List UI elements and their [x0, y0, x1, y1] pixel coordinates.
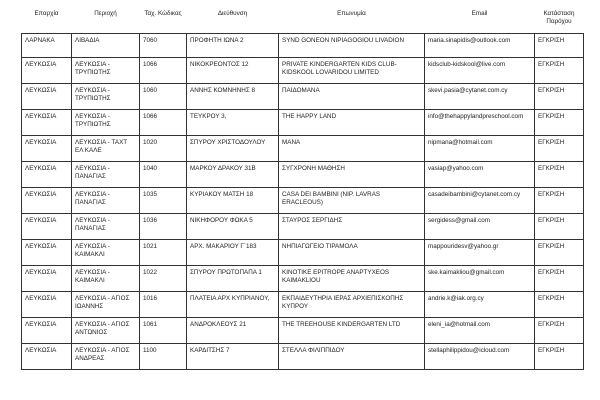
postal-code-cell: 1020 — [140, 136, 187, 162]
name-cell: SYND GONEON NIPIAGOGIOU LIVADION — [279, 34, 425, 58]
email-cell: sergidess@gmail.com — [425, 214, 535, 240]
postal-code-cell: 1066 — [140, 110, 187, 136]
name-cell: ΣΥΓΧΡΟΝΗ ΜΑΘΗΣΗ — [279, 162, 425, 188]
address-cell: ΝΙΚΟΚΡΕΟΝΤΟΣ 12 — [187, 58, 279, 84]
email-cell: andrie.k@iak.org.cy — [425, 292, 535, 318]
address-cell: ΝΙΚΗΦΟΡΟΥ ΦΩΚΑ 5 — [187, 214, 279, 240]
status-cell: ΕΓΚΡΙΣΗ — [535, 240, 584, 266]
province-cell: ΛΕΥΚΩΣΙΑ — [22, 84, 72, 110]
area-cell: ΛΕΥΚΩΣΙΑ - ΑΓΙΟΣ ΑΝΤΩΝΙΟΣ — [72, 318, 140, 344]
postal-code-cell: 1016 — [140, 292, 187, 318]
province-cell: ΛΕΥΚΩΣΙΑ — [22, 344, 72, 370]
address-cell: ΑΝΔΡΟΚΛΕΟΥΣ 21 — [187, 318, 279, 344]
postal-code-cell: 1040 — [140, 162, 187, 188]
name-cell: ΝΗΠΙΑΓΩΓΕΙΟ ΤΙΡΑΜΟΛΑ — [279, 240, 425, 266]
table-row — [22, 318, 584, 344]
name-cell: ΕΚΠΑΙΔΕΥΤΗΡΙΑ ΙΕΡΑΣ ΑΡΧΙΕΠΙΣΚΟΠΗΣ ΚΥΠΡΟΥ — [279, 292, 425, 318]
table-row — [22, 162, 584, 188]
area-cell: ΛΕΥΚΩΣΙΑ - ΚΑΙΜΑΚΛΙ — [72, 240, 140, 266]
email-cell: skevi.pasia@cytanet.com.cy — [425, 84, 535, 110]
address-cell: ΜΑΡΚΟΥ ΔΡΑΚΟΥ 31Β — [187, 162, 279, 188]
email-cell: nipmana@hotmail.com — [425, 136, 535, 162]
table-row — [22, 84, 584, 110]
province-cell: ΛΕΥΚΩΣΙΑ — [22, 318, 72, 344]
status-cell: ΕΓΚΡΙΣΗ — [535, 110, 584, 136]
status-cell: ΕΓΚΡΙΣΗ — [535, 292, 584, 318]
postal-code-cell: 1021 — [140, 240, 187, 266]
name-cell: ΠΑΙΔΟΜΑΝΑ — [279, 84, 425, 110]
name-cell: KINOTIKE EPITROPE ANAPTYXEOS KAIMAKLIOU — [279, 266, 425, 292]
providers-table — [21, 8, 584, 370]
table-row — [22, 344, 584, 370]
area-cell: ΛΕΥΚΩΣΙΑ - ΠΑΝΑΓΙΑΣ — [72, 188, 140, 214]
table-row — [22, 266, 584, 292]
header-row — [22, 8, 584, 34]
address-cell: ΤΕΥΚΡΟΥ 3, — [187, 110, 279, 136]
province-cell: ΛΕΥΚΩΣΙΑ — [22, 292, 72, 318]
province-cell: ΛΕΥΚΩΣΙΑ — [22, 266, 72, 292]
header-postal-code: Ταχ. Κώδικας — [144, 10, 182, 17]
area-cell: ΛΙΒΑΔΙΑ — [72, 34, 140, 58]
address-cell: ΣΠΥΡΟΥ ΧΡΙΣΤΟΔΟΥΛΟΥ — [187, 136, 279, 162]
province-cell: ΛΕΥΚΩΣΙΑ — [22, 188, 72, 214]
address-cell: ΠΡΟΦΗΤΗ ΙΩΝΑ 2 — [187, 34, 279, 58]
address-cell: ΚΑΡΔΙΤΣΗΣ 7 — [187, 344, 279, 370]
province-cell: ΛΕΥΚΩΣΙΑ — [22, 110, 72, 136]
table-row — [22, 188, 584, 214]
email-cell: casadeibambini@cytanet.com.cy — [425, 188, 535, 214]
status-cell: ΕΓΚΡΙΣΗ — [535, 214, 584, 240]
status-cell: ΕΓΚΡΙΣΗ — [535, 188, 584, 214]
postal-code-cell: 1066 — [140, 58, 187, 84]
email-cell: kidsclub-kidskool@live.com — [425, 58, 535, 84]
area-cell: ΛΕΥΚΩΣΙΑ - ΑΓΙΟΣ ΙΩΑΝΝΗΣ — [72, 292, 140, 318]
postal-code-cell: 1060 — [140, 84, 187, 110]
address-cell: ΣΠΥΡΟΥ ΠΡΩΤΟΠΑΠΑ 1 — [187, 266, 279, 292]
postal-code-cell: 1061 — [140, 318, 187, 344]
email-cell: maria.sinapidis@outlook.com — [425, 34, 535, 58]
name-cell: PRIVATE KINDERGARTEN KIDS CLUB-KIDSKOOL LOVARIDOU LIMITED — [279, 58, 425, 84]
email-cell: ske.kaimakliou@gmail.com — [425, 266, 535, 292]
postal-code-cell: 1022 — [140, 266, 187, 292]
area-cell: ΛΕΥΚΩΣΙΑ - ΤΡΥΠΙΩΤΗΣ — [72, 58, 140, 84]
area-cell: ΛΕΥΚΩΣΙΑ - ΑΓΙΟΣ ΑΝΔΡΕΑΣ — [72, 344, 140, 370]
status-cell: ΕΓΚΡΙΣΗ — [535, 58, 584, 84]
status-cell: ΕΓΚΡΙΣΗ — [535, 84, 584, 110]
province-cell: ΛΕΥΚΩΣΙΑ — [22, 162, 72, 188]
status-cell: ΕΓΚΡΙΣΗ — [535, 344, 584, 370]
name-cell: CASA DEI BAMBINI (NIP. LAVRAS ERACLEOUS) — [279, 188, 425, 214]
table-header — [22, 8, 584, 34]
email-cell: info@thehappylandpreschool.com — [425, 110, 535, 136]
postal-code-cell: 1036 — [140, 214, 187, 240]
area-cell: ΛΕΥΚΩΣΙΑ - ΠΑΝΑΓΙΑΣ — [72, 162, 140, 188]
status-cell: ΕΓΚΡΙΣΗ — [535, 162, 584, 188]
table-row — [22, 214, 584, 240]
area-cell: ΛΕΥΚΩΣΙΑ - ΚΑΙΜΑΚΛΙ — [72, 266, 140, 292]
table-row — [22, 292, 584, 318]
header-name: Επωνυμία — [337, 10, 366, 17]
header-status: Κατάσταση Παρόχου — [543, 10, 575, 25]
email-cell: eleni_ia@hotmail.com — [425, 318, 535, 344]
name-cell: ΣΤΕΛΛΑ ΦΙΛΙΠΠΙΔΟΥ — [279, 344, 425, 370]
email-cell: stellaphilippidou@icloud.com — [425, 344, 535, 370]
table-row — [22, 110, 584, 136]
address-cell: ΠΛΑΤΕΙΑ ΑΡΧ ΚΥΠΡΙΑΝΟΥ, — [187, 292, 279, 318]
header-address: Διεύθυνση — [217, 10, 248, 17]
table-row — [22, 136, 584, 162]
header-area: Περιοχή — [94, 10, 117, 17]
address-cell: ΑΝΝΗΣ ΚΟΜΝΗΝΗΣ 8 — [187, 84, 279, 110]
province-cell: ΛΕΥΚΩΣΙΑ — [22, 214, 72, 240]
postal-code-cell: 1100 — [140, 344, 187, 370]
province-cell: ΛΕΥΚΩΣΙΑ — [22, 240, 72, 266]
email-cell: mappouridesv@yahoo.gr — [425, 240, 535, 266]
table-row — [22, 58, 584, 84]
province-cell: ΛΕΥΚΩΣΙΑ — [22, 58, 72, 84]
province-cell: ΛΕΥΚΩΣΙΑ — [22, 136, 72, 162]
email-cell: vasiap@yahoo.com — [425, 162, 535, 188]
area-cell: ΛΕΥΚΩΣΙΑ - ΤΑΧΤ ΕΛ ΚΑΛΕ — [72, 136, 140, 162]
status-cell: ΕΓΚΡΙΣΗ — [535, 136, 584, 162]
status-cell: ΕΓΚΡΙΣΗ — [535, 318, 584, 344]
postal-code-cell: 7060 — [140, 34, 187, 58]
address-cell: ΚΥΡΙΑΚΟΥ ΜΑΤΣΗ 18 — [187, 188, 279, 214]
name-cell: ΜΑΝΑ — [279, 136, 425, 162]
status-cell: ΕΓΚΡΙΣΗ — [535, 266, 584, 292]
name-cell: THE TREEHOUSE KINDERGARTEN LTD — [279, 318, 425, 344]
name-cell: THE HAPPY LAND — [279, 110, 425, 136]
area-cell: ΛΕΥΚΩΣΙΑ - ΤΡΥΠΙΩΤΗΣ — [72, 110, 140, 136]
table-body — [22, 34, 584, 370]
table-row — [22, 240, 584, 266]
area-cell: ΛΕΥΚΩΣΙΑ - ΤΡΥΠΙΩΤΗΣ — [72, 84, 140, 110]
postal-code-cell: 1035 — [140, 188, 187, 214]
name-cell: ΣΤΑΥΡΟΣ ΣΕΡΓΙΔΗΣ — [279, 214, 425, 240]
status-cell: ΕΓΚΡΙΣΗ — [535, 34, 584, 58]
area-cell: ΛΕΥΚΩΣΙΑ - ΠΑΝΑΓΙΑΣ — [72, 214, 140, 240]
province-cell: ΛΑΡΝΑΚΑ — [22, 34, 72, 58]
header-province: Επαρχία — [34, 10, 59, 17]
table-row — [22, 34, 584, 58]
address-cell: ΑΡΧ. ΜΑΚΑΡΙΟΥ Γ΄183 — [187, 240, 279, 266]
header-email: Email — [471, 10, 488, 17]
